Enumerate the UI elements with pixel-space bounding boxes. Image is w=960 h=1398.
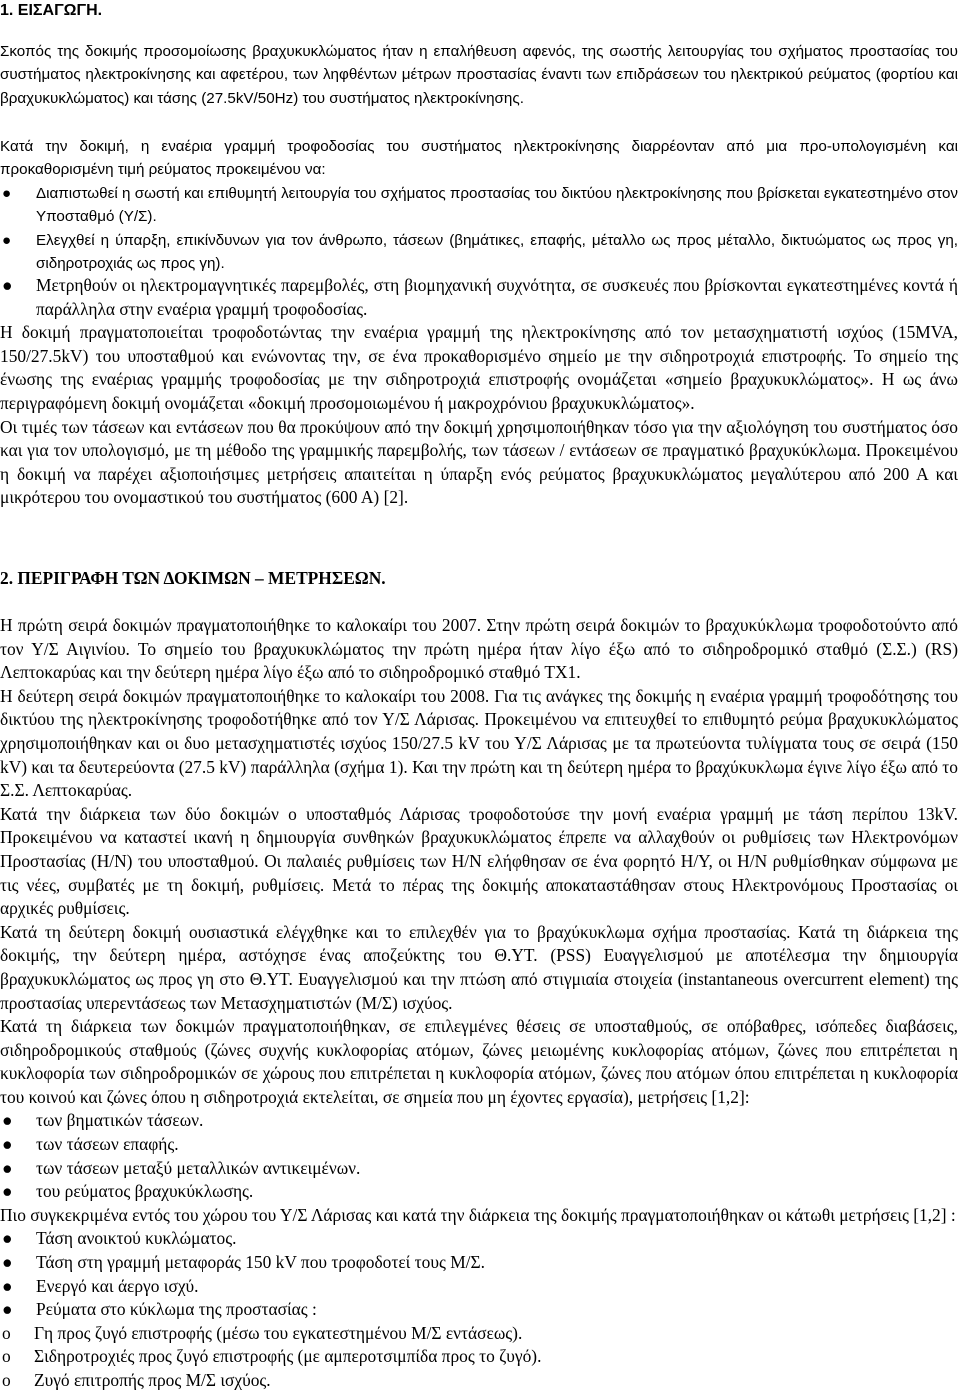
section-2-body <box>0 614 958 1393</box>
values-paragraph: Οι τιμές των τάσεων και εντάσεων που θα προκύψουν από την δοκιμή χρησιμοποιήθηκαν τόσο για την αξιολόγηση του συστήματος όσο και για τον υπολογισμό, με τη μέθοδο της γραμμικής παρεμβολής, των τάσεων / εντάσεων σε πραγματικό βραχυκύκλωμα. Προκειμένου η δοκιμή να παρέχει αξιοποιήσιμες μετρήσεις απαιτείται η ύπαρξη ενός ρεύματος βραχυκυκλώματος μεγαλύτερου από 200 Α και μικρότερου του ονομαστικού του συστήματος (600 Α) [2]. <box>0 416 958 508</box>
bullet-icon: ● <box>2 1299 13 1320</box>
list-item: ● Ενεργό και άεργο ισχύ. <box>0 1275 958 1299</box>
measurements-list <box>0 1109 958 1203</box>
list-item: ● Τάση ανοικτού κυκλώματος. <box>0 1227 958 1251</box>
list-item: ● του ρεύματος βραχυκύκλωσης. <box>0 1180 958 1204</box>
bullet-icon: ● <box>2 1157 13 1178</box>
list-item: ● Τάση στη γραμμή μεταφοράς 150 kV που τροφοδοτεί τους Μ/Σ. <box>0 1251 958 1275</box>
procedure-paragraph: Η δοκιμή πραγματοποιείται τροφοδοτώντας την εναέρια γραμμή της ηλεκτροκίνησης από τον μετασχηματιστή ισχύος (15MVA, 150/27.5kV) του υποσταθμού και ενώνοντας την, σε ένα προκαθορισμένο σημείο με την σιδηροτροχιά επιστροφής. Το σημείο της ένωσης της εναέριας γραμμής τροφοδοσίας με την σιδηροτροχιά επιστροφής ονομάζεται «σημείο βραχυκυκλώματος». Η ως άνω περιγραφόμενη δοκιμή ονομάζεται «δοκιμή προσομοιωμένου ή μακροχρόνιου βραχυκυκλώματος». <box>0 322 958 413</box>
list-item: o Ζυγό επιτροπής προς Μ/Σ ισχύος. <box>0 1369 958 1393</box>
circle-bullet-icon: o <box>2 1322 11 1343</box>
bullet-icon: ● <box>2 1110 13 1131</box>
list-item: ● των τάσεων επαφής. <box>0 1133 958 1157</box>
substation-measurements-list <box>0 1227 958 1321</box>
objectives-list-cont <box>0 274 958 321</box>
list-item: o Σιδηροτροχιές προς ζυγό επιστροφής (με αμπεροτσιμπίδα προς το ζυγό). <box>0 1345 958 1369</box>
section-1-intro <box>0 40 958 110</box>
relay-settings-paragraph: Κατά την διάρκεια των δύο δοκιμών ο υποσταθμός Λάρισας τροφοδοτούσε την μονή εναέρια γραμμή με τάση περίπου 13kV. Προκειμένου να καταστεί ικανή η δημιουργία συνθηκών βραχυκυκλώματος έπρεπε να αλλαχθούν οι ρυθμίσεις των Ηλεκτρονόμων Προστασίας (Η/Ν) του υποσταθμού. Οι παλαιές ρυθμίσεις των Η/Ν ελήφθησαν σε ένα φορητό Η/Υ, οι Η/Ν ρυθμίσθηκαν σύμφωνα με τις νέες, συμβατές με τη δοκιμή, ρυθμίσεις. Μετά το πέρας της δοκιμής αποκαταστάθησαν στους Ηλεκτρονόμους Προστασίας οι αρχικές ρυθμίσεις. <box>0 803 958 919</box>
section-2-heading: 2. ΠΕΡΙΓΡΑΦΗ ΤΩΝ ΔΟΚΙΜΩΝ – ΜΕΤΡΗΣΕΩΝ. <box>0 568 386 588</box>
bullet-icon: ● <box>2 184 12 202</box>
currents-sublist <box>0 1322 958 1393</box>
bullet-icon: ● <box>2 231 12 249</box>
section-1-heading: 1. ΕΙΣΑΓΩΓΗ. <box>0 2 103 19</box>
section-1-body <box>0 274 958 510</box>
bullet-icon: ● <box>2 275 13 295</box>
list-item: ● των βηματικών τάσεων. <box>0 1109 958 1133</box>
list-item: ● Διαπιστωθεί η σωστή και επιθυμητή λειτουργία του σχήματος προστασίας του δικτύου ηλεκτροκίνησης που βρίσκεται εγκατεστημένο στον Υποσταθμό (Υ/Σ). <box>0 182 958 229</box>
list-item: ● Μετρηθούν οι ηλεκτρομαγνητικές παρεμβολές, στη βιομηχανική συχνότητα, σε συσκευές που βρίσκονται εγκατεστημένες κοντά ή παράλληλα στην εναέρια γραμμή τροφοδοσίας. <box>2 275 958 319</box>
bullet-icon: ● <box>2 1181 13 1202</box>
list-item: ● Ελεγχθεί η ύπαρξη, επικίνδυνων για τον άνθρωπο, τάσεων (βημάτικες, επαφής, μέταλλο ως προς μέταλλο, δικτυώματος ως προς γη, σιδηροτροχιάς ως προς γη). <box>0 229 958 276</box>
measurement-locations-paragraph: Κατά τη διάρκεια των δοκιμών πραγματοποιήθηκαν, σε επιλεγμένες θέσεις σε υποσταθμούς, σε οπόβαθρες, ισόπεδες διαβάσεις, σιδηροδρομικούς σταθμούς (ζώνες συχνής κυκλοφορίας ατόμων, ζώνες μειωμένης κυκλοφορίας ατόμων, ζώνες που επιτρέπεται η κυκλοφορία των σιδηροδρομικών σε χώρους που επιτρέπεται η κυκλοφορία ατόμων, ζώνες που ατόμων όπου επιτρέπεται η κυκλοφορία του κοινού και ζώνες όπου η σιδηροτροχιά εκτελείται, σε σημεία που μη έχοντες εργασία), μετρήσεις [1,2]: <box>0 1016 958 1107</box>
list-item: o Γη προς ζυγό επιστροφής (μέσω του εγκατεστημένου Μ/Σ εντάσεως). <box>0 1322 958 1346</box>
intro-paragraph: Σκοπός της δοκιμής προσομοίωσης βραχυκυκλώματος ήταν η επαλήθευση αφενός, της σωστής λειτουργίας του σχήματος προστασίας του συστήματος ηλεκτροκίνησης και αφετέρου, των ληφθέντων μέτρων προστασίας έναντι των επιδράσεων του ηλεκτρικού ρεύματος (φορτίου και βραχυκυκλώματος) και τάσης (27.5kV/50Hz) του συστήματος ηλεκτροκίνησης. <box>0 43 958 107</box>
list-item: ● των τάσεων μεταξύ μεταλλικών αντικειμένων. <box>0 1157 958 1181</box>
protection-scheme-paragraph: Κατά τη δεύτερη δοκιμή ουσιαστικά ελέγχθηκε και το επιλεχθέν για το βραχύκυκλωμα σχήμα προστασίας. Κατά τη διάρκεια της δοκιμής, την δεύτερη ημέρα, αστόχησε ένας αποζεύκτης του Θ.ΥΤ. (PSS) Ευαγγελισμού με αποτέλεσμα την δημιουργία βραχυκυκλώματος ως προς γη στο Θ.ΥΤ. Ευαγγελισμού και την πτώση από στιγμιαία στοιχεία (instantaneous overcurrent element) της προστασίας υπερεντάσεως των Μετασχηματιστών (Μ/Σ) ισχύος. <box>0 921 958 1013</box>
first-series-paragraph: Η πρώτη σειρά δοκιμών πραγματοποιήθηκε το καλοκαίρι του 2007. Στην πρώτη σειρά δοκιμών το βραχυκύκλωμα τροφοδοτούντο από τον Υ/Σ Αιγινίου. Το σημείο του βραχυκυκλώματος την πρώτη ημέρα ήταν λίγο έξω από το σιδηροδρομικό σταθμό (Σ.Σ.) (RS) Λεπτοκαρύας και την δεύτερη ημέρα λίγο έξω από το σιδηροδρομικό σταθμό ΤΧ1. <box>0 615 958 683</box>
circle-bullet-icon: o <box>2 1370 11 1390</box>
bullet-icon: ● <box>2 1228 13 1249</box>
objectives-list <box>0 182 958 276</box>
bullet-icon: ● <box>2 1252 13 1273</box>
second-series-paragraph: Η δεύτερη σειρά δοκιμών πραγματοποιήθηκε το καλοκαίρι του 2008. Για τις ανάγκες της δοκιμής η εναέρια γραμμή τροφοδότησης του δικτύου της ηλεκτροκίνησης τροφοδοτήθηκε από τον Υ/Σ Λάρισας. Προκειμένου να επιτευχθεί το επιθυμητό ρεύμα βραχυκυκλώματος χρησιμοποιήθηκαν και οι δυο μετασχηματιστές ισχύος 150/27.5 kV του Υ/Σ Λάρισας με τα πρωτεύοντα τυλίγματα τους σε σειρά (150 kV) και τα δευτερεύοντα (27.5 kV) παράλληλα (σχήμα 1). Και την πρώτη και τη δεύτερη ημέρα το βραχύκυκλωμα έγινε λίγο έξω από το Σ.Σ. Λεπτοκαρύας. <box>0 685 958 801</box>
bullet-icon: ● <box>2 1134 13 1155</box>
during-test-paragraph: Κατά την δοκιμή, η εναέρια γραμμή τροφοδοσίας του συστήματος ηλεκτροκίνησης διαρρέονταν από μια προ-υπολογισμένη και προκαθορισμένη τιμή ρεύματος προκειμένου να: <box>0 138 958 179</box>
list-item: ● Ρεύματα στο κύκλωμα της προστασίας : <box>0 1298 958 1322</box>
substation-measurements-paragraph: Πιο συγκεκριμένα εντός του χώρου του Υ/Σ Λάρισας και κατά την διάρκεια της δοκιμής πραγματοποιήθηκαν οι κάτωθι μετρήσεις [1,2] : <box>0 1204 956 1225</box>
bullet-icon: ● <box>2 1275 13 1296</box>
circle-bullet-icon: o <box>2 1346 11 1367</box>
section-1-test-block <box>0 135 958 275</box>
